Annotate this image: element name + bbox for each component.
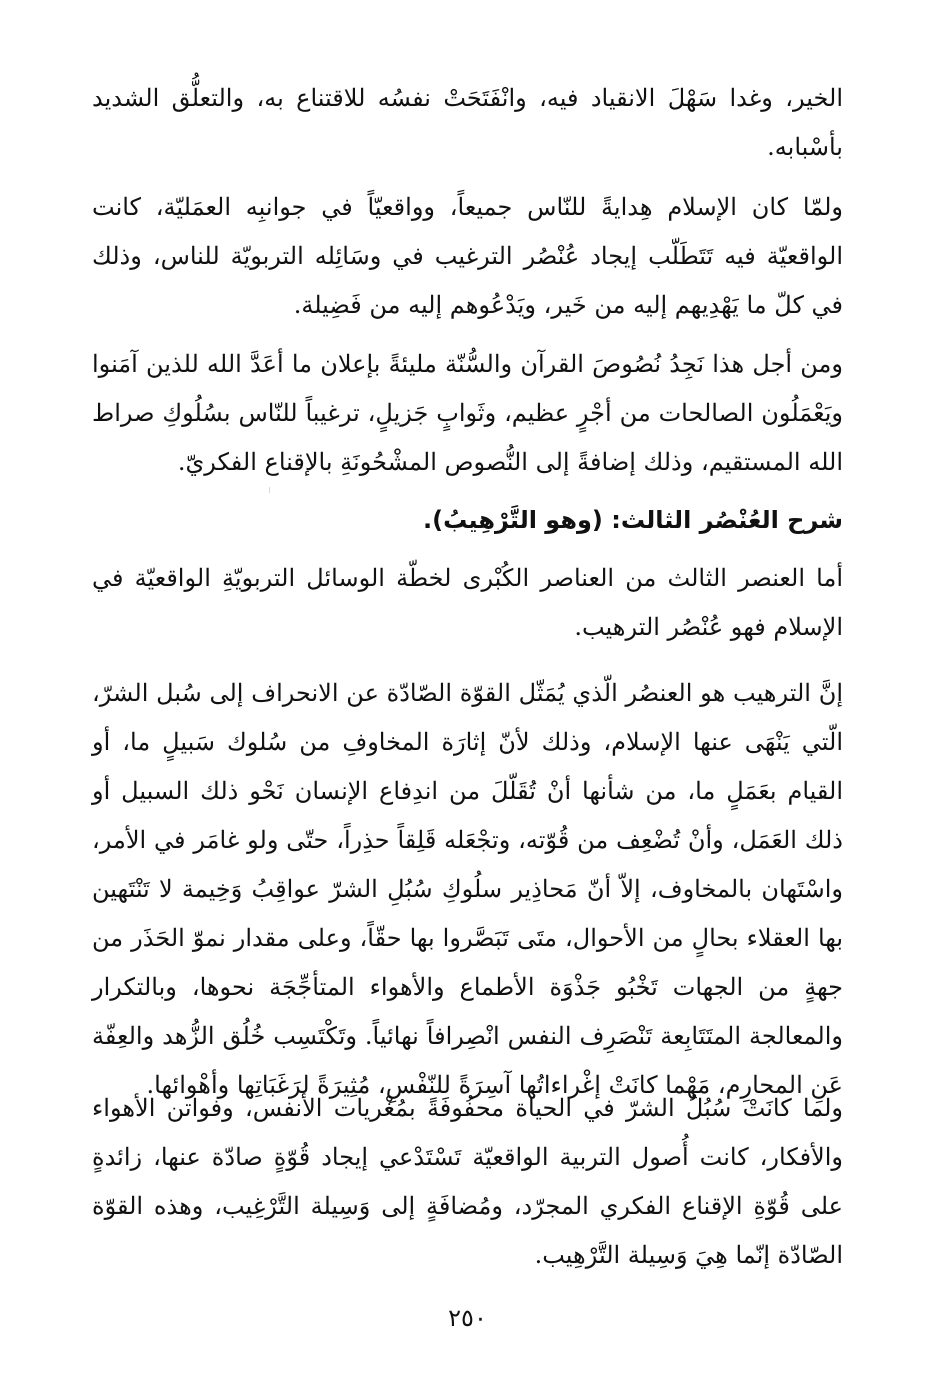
page-number: ٢٥٠ (448, 1304, 487, 1332)
paragraph-continuation: الخير، وغدا سَهْلَ الانقياد فيه، وانْفَتَحَتْ نفسُه للاقتناع به، والتعلُّق الشديد بأسْبابه. (92, 84, 843, 161)
paragraph-third-element: أما العنصر الثالث من العناصر الكُبْرى لخطّة الوسائل التربويّةِ الواقعيّة في الإسلام فهو عُنْصُر الترهيب. (92, 564, 843, 641)
section-heading: شرح العُنْصُر الثالث: (وهو التَّرْهِيبُ). (423, 506, 843, 534)
paragraph-quran-sunnah: ومن أجل هذا نَجِدُ نُصُوصَ القرآن والسُّنّة مليئةً بإعلان ما أعَدَّ الله للذين آمَنوا ويَعْمَلُون الصالحات من أجْرٍ عظيم، وثَوابٍ جَزيلٍ، ترغيباً للنّاس بسُلُوكِ صراط الله المستقيم، وذلك إضافةً إلى النُّصوص المشْحُونَةِ بالإقناع الفكريّ. (92, 350, 843, 476)
paragraph-islam-realism: ولمّا كان الإسلام هِدايةً للنّاس جميعاً، وواقعيّاً في جوانبِه العمَليّة، كانت الواقعيّة فيه تَتَطَلّب إيجاد عُنْصُر الترغيب في وسَائِله التربويّة للناس، وذلك في كلّ ما يَهْدِيهم إليه من خَير، ويَدْعُوهم إليه من فَضِيلة. (92, 193, 843, 319)
paragraph-paths-of-evil: ولما كانَتْ سُبُلُ الشرّ في الحياة محفُوفَةً بمُغْريات الأنفس، وفواتن الأهواء والأفكار، كانت أُصول التربية الواقعيّة تَسْتَدْعي إيجاد قُوّةٍ صادّة عنها، زائدةٍ على قُوّةِ الإقناع الفكري المجرّد، ومُضافَةٍ إلى وَسِيلة التَّرْغِيب، وهذه القوّة الصّادّة إنّما هِيَ وَسِيلة التَّرْهِيب. (92, 1094, 843, 1269)
paragraph-intimidation-definition: إنَّ الترهيب هو العنصُر الّذي يُمَثّل القوّة الصّادّة عن الانحراف إلى سُبل الشرّ، الّتي يَنْهَى عنها الإسلام، وذلك لأنّ إثارَة المخاوفِ من سُلوك سَبيلٍ ما، أو القيام بعَمَلٍ ما، من شأنها أنْ تُقَلّلَ من اندِفاع الإنسان نَحْو ذلك السبيل أو ذلك العَمَل، وأنْ تُضْعِف من قُوّته، وتجْعَله قَلِقاً حذِراً، حتّى ولو غامَر في الأمر، واسْتَهان بالمخاوف، إلاّ أنّ مَحاذِير سلُوكِ سُبُلِ الشرّ عواقِبُ وَخِيمة لا تَنْتَهين بها العقلاء بحالٍ من الأحوال، متَى تَبَصَّروا بها حقّاً، وعلى مقدار نموّ الحَذَر من جهةٍ من الجهات تَخْبُو جَذْوَة الأطماع والأهواء المتأجِّجَة نحوها، وبالتكرار والمعالجة المتَتَابِعة تَنْصَرِف النفس انْصِرافاً نهائياً. وتَكْتَسِب خُلُق الزُّهد والعِفّة عَنِ المحارِم، مَهْما كانَتْ إغْراءاتُها آسِرَةً للنّفْسِ، مُثِيرَةً لرَغَبَاتِها وأهْوائها. (92, 679, 843, 1099)
print-mark (269, 487, 270, 493)
